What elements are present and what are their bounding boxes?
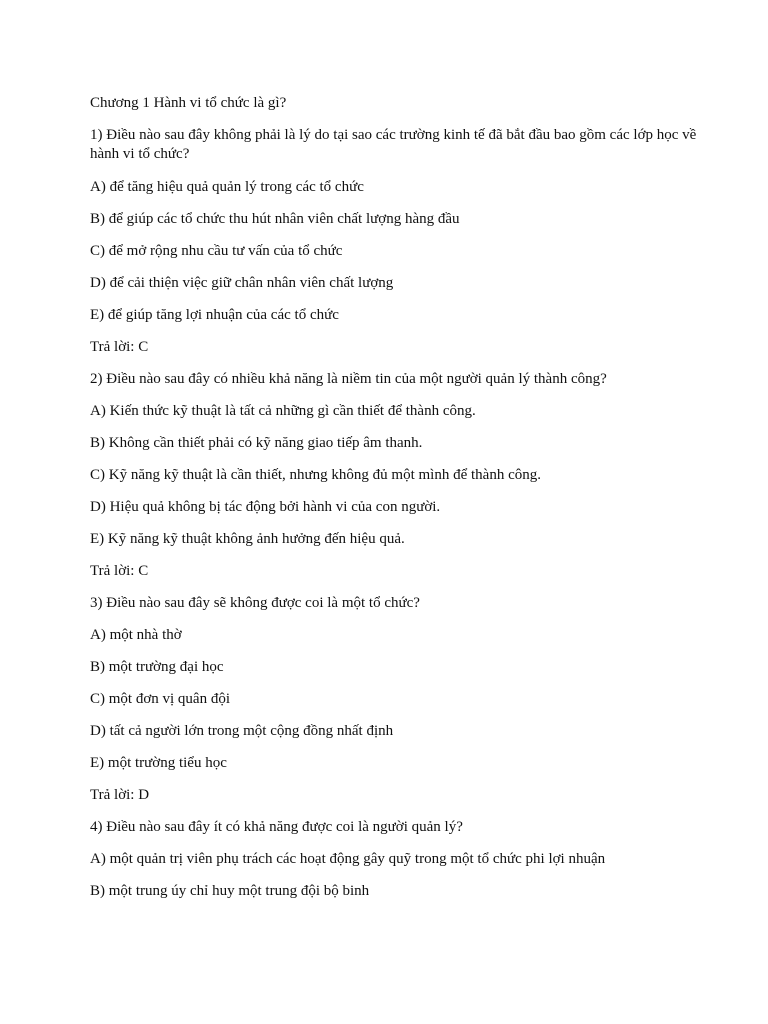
question-2-option-a: A) Kiến thức kỹ thuật là tất cả những gì cần thiết để thành công. bbox=[90, 403, 476, 419]
question-4: 4) Điều nào sau đây ít có khả năng được coi là người quản lý? bbox=[90, 819, 463, 835]
question-3-option-c: C) một đơn vị quân đội bbox=[90, 691, 231, 707]
question-1-option-d: D) để cải thiện việc giữ chân nhân viên chất lượng bbox=[90, 275, 394, 291]
question-3-answer: Trả lời: D bbox=[90, 787, 150, 803]
chapter-title: Chương 1 Hành vi tổ chức là gì? bbox=[90, 95, 287, 111]
question-1: 1) Điều nào sau đây không phải là lý do tại sao các trường kinh tế đã bắt đầu bao gồm các lớp học về hành vi tổ chức? bbox=[90, 127, 697, 162]
question-1-option-a: A) để tăng hiệu quả quản lý trong các tổ chức bbox=[90, 179, 364, 195]
question-1-option-b: B) để giúp các tổ chức thu hút nhân viên chất lượng hàng đầu bbox=[90, 211, 460, 227]
question-1-answer: Trả lời: C bbox=[90, 339, 149, 355]
question-3-option-d: D) tất cả người lớn trong một cộng đồng nhất định bbox=[90, 723, 394, 739]
question-2-option-e: E) Kỹ năng kỹ thuật không ảnh hưởng đến hiệu quả. bbox=[90, 531, 405, 547]
question-2-option-c: C) Kỹ năng kỹ thuật là cần thiết, nhưng không đủ một mình để thành công. bbox=[90, 467, 541, 483]
question-4-option-a: A) một quản trị viên phụ trách các hoạt động gây quỹ trong một tổ chức phi lợi nhuận bbox=[90, 851, 606, 867]
question-1-option-c: C) để mở rộng nhu cầu tư vấn của tổ chức bbox=[90, 243, 343, 259]
question-3-option-a: A) một nhà thờ bbox=[90, 627, 182, 643]
document-page bbox=[90, 94, 700, 914]
question-3-option-b: B) một trường đại học bbox=[90, 659, 224, 675]
question-2-option-d: D) Hiệu quả không bị tác động bởi hành vi của con người. bbox=[90, 499, 441, 515]
question-3-option-e: E) một trường tiểu học bbox=[90, 755, 227, 771]
question-2-answer: Trả lời: C bbox=[90, 563, 149, 579]
question-4-option-b: B) một trung úy chỉ huy một trung đội bộ binh bbox=[90, 883, 370, 899]
question-2-option-b: B) Không cần thiết phải có kỹ năng giao tiếp âm thanh. bbox=[90, 435, 423, 451]
question-1-option-e: E) để giúp tăng lợi nhuận của các tổ chức bbox=[90, 307, 339, 323]
question-2: 2) Điều nào sau đây có nhiều khả năng là niềm tin của một người quản lý thành công? bbox=[90, 371, 607, 387]
question-3: 3) Điều nào sau đây sẽ không được coi là một tổ chức? bbox=[90, 595, 420, 611]
